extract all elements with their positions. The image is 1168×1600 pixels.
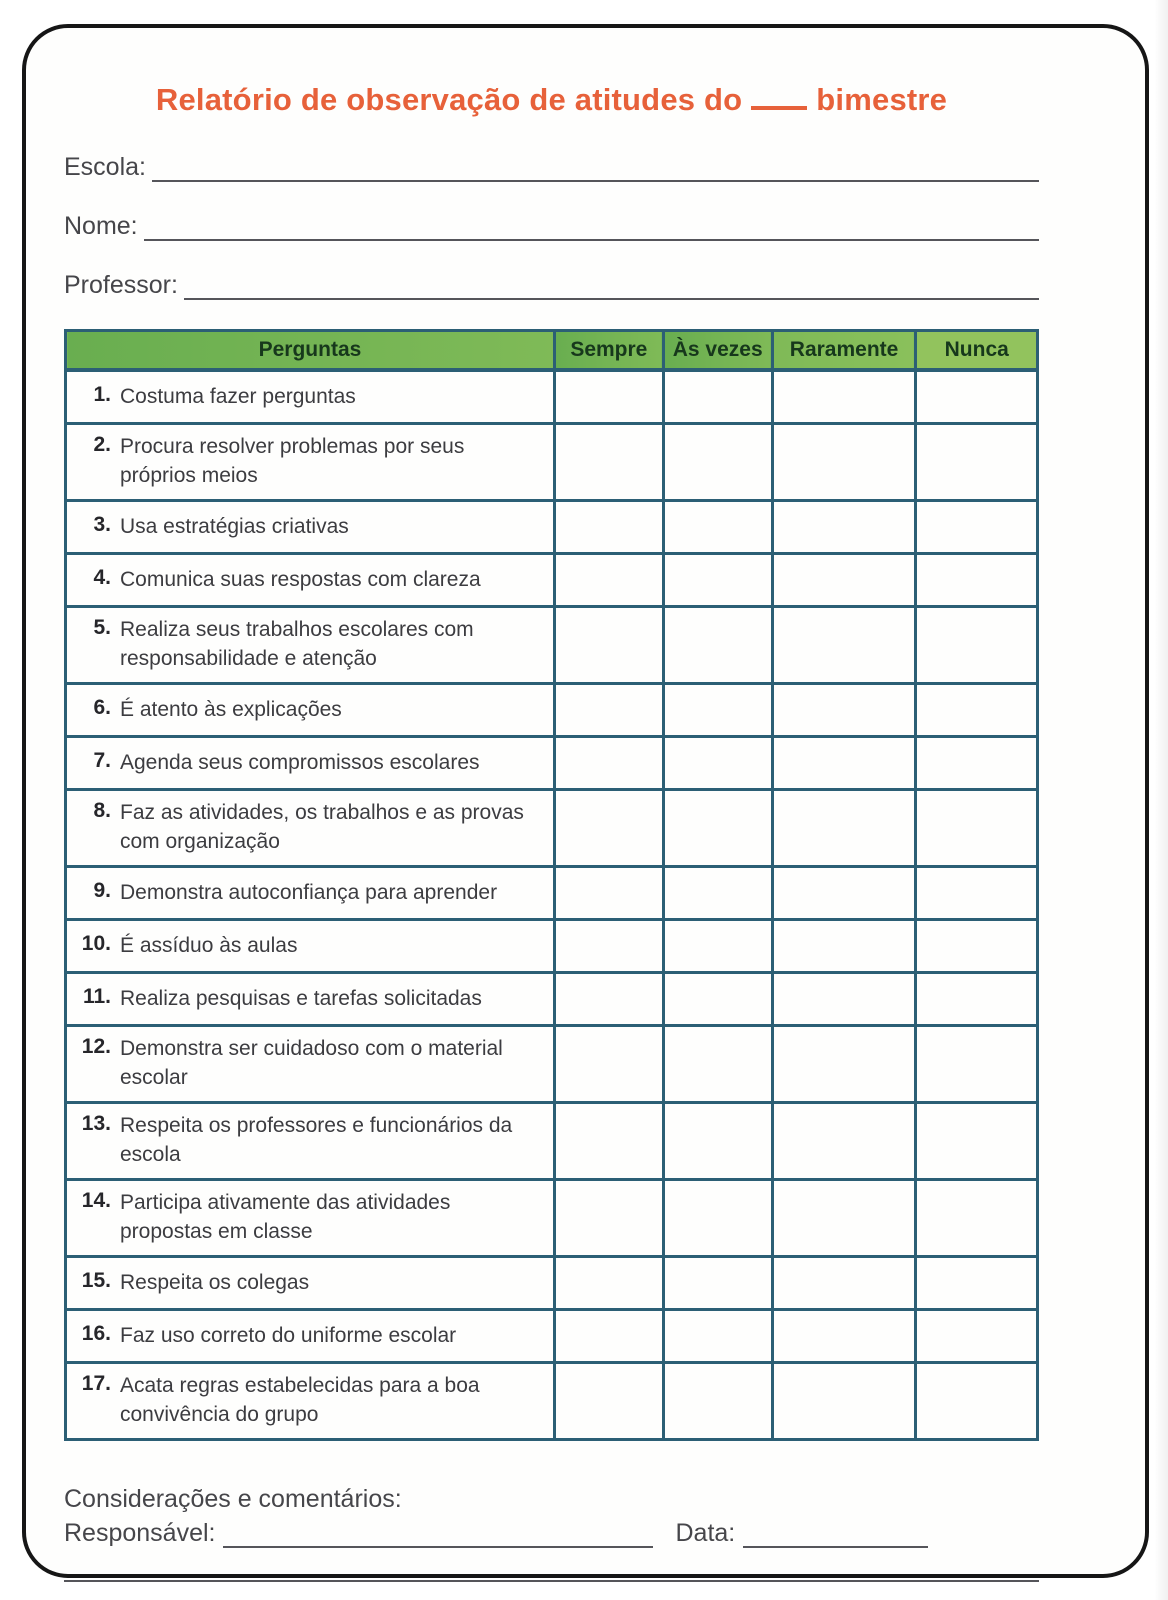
table-row [66,501,1038,554]
answer-cell-as-vezes[interactable] [663,1310,772,1363]
answer-cell-nunca[interactable] [916,424,1038,501]
column-header-as-vezes: Às vezes [663,331,772,371]
answer-cell-as-vezes[interactable] [663,554,772,607]
answer-cell-nunca[interactable] [916,1026,1038,1103]
answer-cell-as-vezes[interactable] [663,920,772,973]
answer-cell-nunca[interactable] [916,501,1038,554]
field-label: Nome: [64,212,138,240]
table-row [66,1103,1038,1180]
question-cell [66,1310,555,1363]
field-line-professor[interactable] [184,272,1039,300]
question-number: 7. [93,748,111,772]
table-header-row [66,331,1038,371]
answer-cell-as-vezes[interactable] [663,973,772,1026]
answer-cell-raramente[interactable] [772,790,916,867]
question-text: É atento às explicações [120,697,342,721]
answer-cell-sempre[interactable] [554,684,663,737]
answer-cell-raramente[interactable] [772,1363,916,1440]
question-cell [66,737,555,790]
footer-row [64,1516,1039,1548]
table-row [66,684,1038,737]
answer-cell-raramente[interactable] [772,1103,916,1180]
answer-cell-raramente[interactable] [772,737,916,790]
answer-cell-raramente[interactable] [772,501,916,554]
answer-cell-sempre[interactable] [554,867,663,920]
field-line-nome[interactable] [144,213,1039,241]
table-row [66,370,1038,424]
question-number: 3. [93,512,111,536]
question-text: Costuma fazer perguntas [120,384,356,408]
question-cell [66,1103,555,1180]
data-line[interactable] [743,1520,928,1548]
answer-cell-nunca[interactable] [916,973,1038,1026]
answer-cell-nunca[interactable] [916,1103,1038,1180]
table-row [66,1180,1038,1257]
question-number: 5. [93,616,111,640]
answer-cell-raramente[interactable] [772,424,916,501]
answer-cell-raramente[interactable] [772,554,916,607]
table-row [66,790,1038,867]
question-number: 11. [82,984,111,1008]
answer-cell-nunca[interactable] [916,1310,1038,1363]
table-row [66,1257,1038,1310]
table-row [66,424,1038,501]
question-number: 16. [81,1321,111,1345]
question-cell [66,973,555,1026]
table-row [66,973,1038,1026]
answer-cell-sempre[interactable] [554,1103,663,1180]
question-text: Realiza seus trabalhos escolares com responsabilidade e atenção [120,618,474,670]
question-number: 6. [93,695,111,719]
answer-cell-sempre[interactable] [554,973,663,1026]
answer-cell-sempre[interactable] [554,424,663,501]
answer-cell-sempre[interactable] [554,790,663,867]
answer-cell-raramente[interactable] [772,1257,916,1310]
field-label: Professor: [64,271,178,299]
answer-cell-nunca[interactable] [916,737,1038,790]
answer-cell-sempre[interactable] [554,1180,663,1257]
answer-cell-raramente[interactable] [772,920,916,973]
answer-cell-sempre[interactable] [554,607,663,684]
question-text: Participa ativamente das atividades propostas em classe [120,1191,451,1243]
answer-cell-as-vezes[interactable] [663,607,772,684]
answer-cell-sempre[interactable] [554,370,663,424]
question-text: Demonstra ser cuidadoso com o material escolar [120,1037,503,1089]
answer-cell-as-vezes[interactable] [663,370,772,424]
question-cell [66,867,555,920]
field-professor [64,270,1039,300]
question-text: Faz as atividades, os trabalhos e as provas com organização [120,801,524,853]
answer-cell-raramente[interactable] [772,607,916,684]
answer-cell-sempre[interactable] [554,1257,663,1310]
field-line-escola[interactable] [152,154,1039,182]
question-cell [66,501,555,554]
question-cell [66,684,555,737]
question-text: Usa estratégias criativas [120,514,349,538]
column-header-perguntas: Perguntas [66,331,555,371]
answer-cell-as-vezes[interactable] [663,501,772,554]
table-row [66,607,1038,684]
question-text: Respeita os professores e funcionários da escola [120,1114,513,1166]
answer-cell-nunca[interactable] [916,1180,1038,1257]
answer-cell-as-vezes[interactable] [663,1026,772,1103]
question-cell [66,1026,555,1103]
question-number: 8. [93,799,111,823]
answer-cell-sempre[interactable] [554,1363,663,1440]
table-row [66,1026,1038,1103]
question-cell [66,607,555,684]
answer-cell-nunca[interactable] [916,554,1038,607]
answer-cell-raramente[interactable] [772,1310,916,1363]
question-cell [66,920,555,973]
answer-cell-raramente[interactable] [772,973,916,1026]
answer-cell-as-vezes[interactable] [663,1363,772,1440]
question-text: Demonstra autoconfiança para aprender [120,880,498,904]
question-text: Realiza pesquisas e tarefas solicitadas [120,986,482,1010]
question-cell [66,554,555,607]
question-text: Faz uso correto do uniforme escolar [120,1323,457,1347]
comment-line[interactable] [64,1582,1039,1600]
answer-cell-nunca[interactable] [916,370,1038,424]
table-row [66,1363,1038,1440]
table-row [66,737,1038,790]
field-escola [64,152,1039,182]
answer-cell-raramente[interactable] [772,1180,916,1257]
question-text: Acata regras estabelecidas para a boa convivência do grupo [120,1374,480,1426]
answer-cell-sempre[interactable] [554,1310,663,1363]
column-header-raramente: Raramente [772,331,916,371]
question-text: Procura resolver problemas por seus próprios meios [120,435,465,487]
answer-cell-nunca[interactable] [916,684,1038,737]
column-header-nunca: Nunca [916,331,1038,371]
answer-cell-raramente[interactable] [772,370,916,424]
question-number: 15. [81,1268,111,1292]
answer-cell-sempre[interactable] [554,1026,663,1103]
question-text: Respeita os colegas [120,1270,310,1294]
field-label: Escola: [64,153,146,181]
answer-cell-raramente[interactable] [772,1026,916,1103]
answer-cell-sempre[interactable] [554,554,663,607]
answer-cell-nunca[interactable] [916,867,1038,920]
answer-cell-raramente[interactable] [772,867,916,920]
question-cell [66,424,555,501]
question-number: 2. [93,433,111,457]
question-number: 14. [81,1189,111,1213]
page-title [64,82,1039,118]
answer-cell-as-vezes[interactable] [663,1103,772,1180]
page-title-suffix: bimestre [816,82,948,117]
answer-cell-nunca[interactable] [916,1363,1038,1440]
question-number: 4. [93,565,111,589]
table-row [66,1310,1038,1363]
form-card [22,24,1149,1578]
question-cell [66,1180,555,1257]
question-text: É assíduo às aulas [120,933,298,957]
question-cell [66,1363,555,1440]
answer-cell-as-vezes[interactable] [663,1180,772,1257]
answer-cell-as-vezes[interactable] [663,737,772,790]
answer-cell-as-vezes[interactable] [663,1257,772,1310]
header-fields [64,152,1039,300]
data-label: Data: [675,1519,736,1547]
question-text: Comunica suas respostas com clareza [120,567,481,591]
question-cell [66,1257,555,1310]
answer-cell-sempre[interactable] [554,737,663,790]
question-number: 10. [81,931,111,955]
table-row [66,920,1038,973]
answer-cell-nunca[interactable] [916,607,1038,684]
answer-cell-nunca[interactable] [916,790,1038,867]
answer-cell-nunca[interactable] [916,1257,1038,1310]
question-cell [66,370,555,424]
comments-label: Considerações e comentários: [64,1485,402,1513]
title-blank-line[interactable] [751,86,807,110]
responsavel-line[interactable] [223,1520,653,1548]
answer-cell-as-vezes[interactable] [663,684,772,737]
table-row [66,554,1038,607]
table-row [66,867,1038,920]
answer-cell-sempre[interactable] [554,920,663,973]
answer-cell-raramente[interactable] [772,684,916,737]
question-number: 1. [93,382,111,406]
question-text: Agenda seus compromissos escolares [120,750,480,774]
answer-cell-as-vezes[interactable] [663,867,772,920]
answer-cell-as-vezes[interactable] [663,424,772,501]
answer-cell-as-vezes[interactable] [663,790,772,867]
question-number: 13. [81,1112,111,1136]
responsavel-label: Responsável: [64,1519,216,1547]
attitudes-table [64,329,1039,1441]
question-cell [66,790,555,867]
answer-cell-nunca[interactable] [916,920,1038,973]
answer-cell-sempre[interactable] [554,501,663,554]
column-header-sempre: Sempre [554,331,663,371]
scan-edge-shading [1154,0,1168,1600]
page-title-prefix: Relatório de observação de atitudes do [155,82,743,117]
question-number: 12. [81,1035,111,1059]
field-nome [64,211,1039,241]
question-number: 17. [81,1372,111,1396]
question-number: 9. [93,878,111,902]
